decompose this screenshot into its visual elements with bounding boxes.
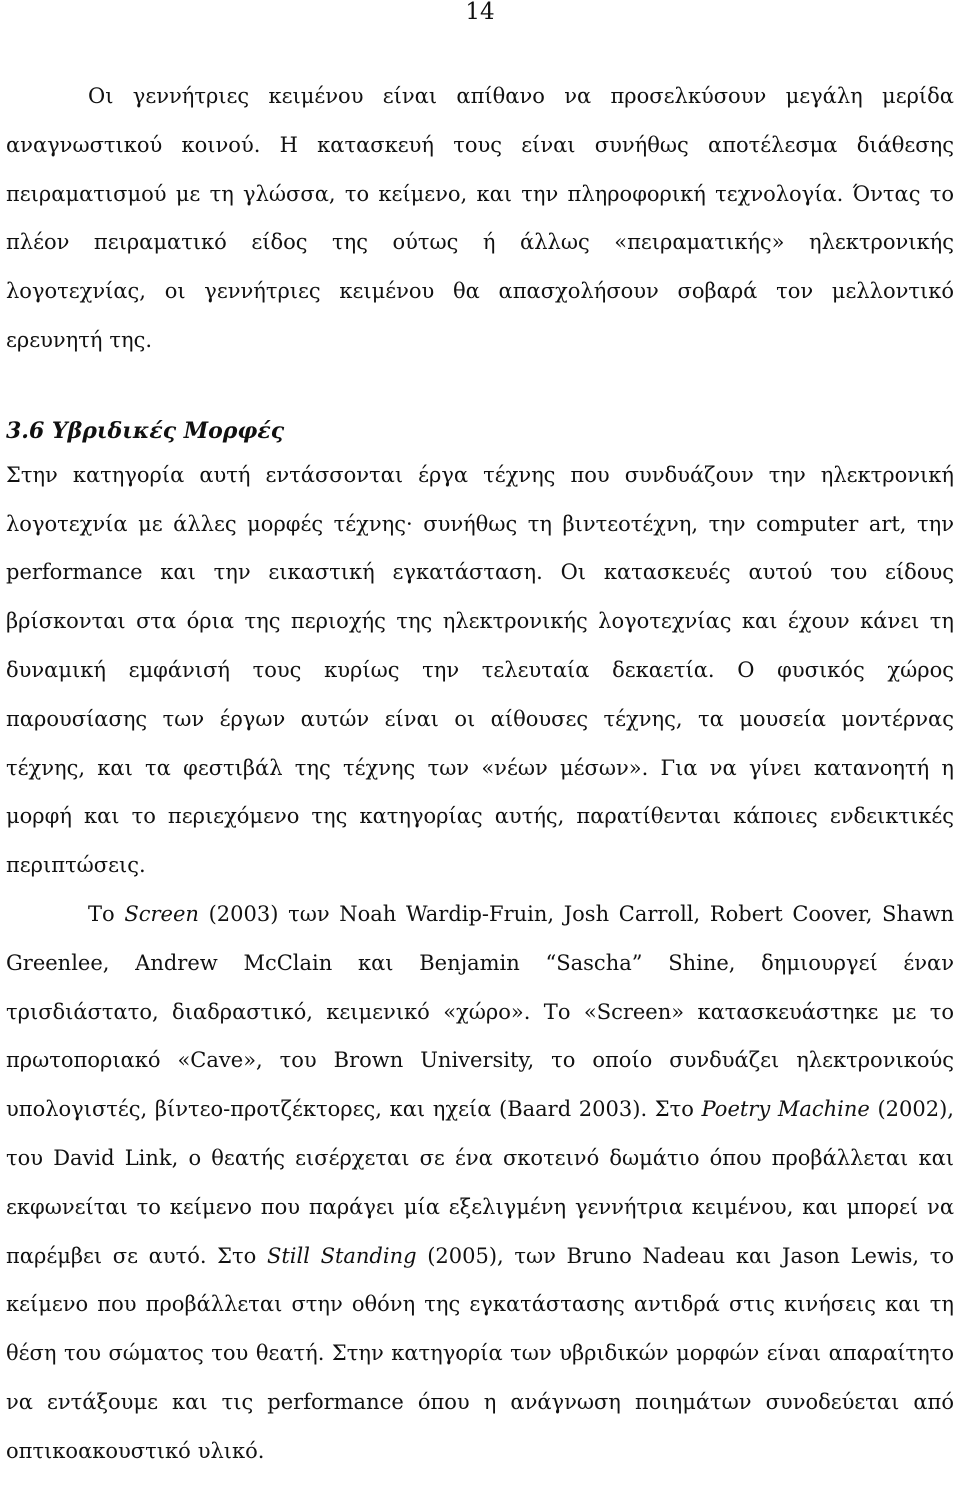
examples-text-2: (2003) των Noah Wardip-Fruin, Josh Carroll, Robert Coover, Shawn Greenlee, Andrew McClain και Benjamin “Sascha” Shine, δημιουργεί έναν τρισδιάστατο, διαδραστικό, κειμενικό «χώρο». Το «Screen» κατασκευάστηκε με το πρωτοποριακό «Cave», του Brown University, το οποίο συνδυάζει ηλεκτρονικούς υπολογιστές, βίντεο-προτζέκτορες, και ηχεία (Baard 2003). Στο — [6, 901, 954, 1122]
paragraph-hybrid-forms-intro: Στην κατηγορία αυτή εντάσσονται έργα τέχνης που συνδυάζουν την ηλεκτρονική λογοτεχνία με άλλες μορφές τέχνης· συνήθως τη βιντεοτέχνη, την computer art, την performance και την εικαστική εγκατάσταση. Οι κατασκευές αυτού του είδους βρίσκονται στα όρια της περιοχής της ηλεκτρονικής λογοτεχνίας και έχουν κάνει τη δυναμική εμφάνισή τους κυρίως την τελευταία δεκαετία. Ο φυσικός χώρος παρουσίασης των έργων αυτών είναι οι αίθουσες τέχνης, τα μουσεία μοντέρνας τέχνης, και τα φεστιβάλ της τέχνης των «νέων μέσων». Για να γίνει κατανοητή η μορφή και το περιεχόμενο της κατηγορίας αυτής, παρατίθενται κάποιες ενδεικτικές περιπτώσεις. — [6, 462, 954, 878]
examples-text-1: Το — [88, 901, 125, 926]
work-title-screen: Screen — [124, 901, 199, 926]
examples-text-4: (2005), των Bruno Nadeau και Jason Lewis, το κείμενο που προβάλλεται στην οθόνη της εγκατάστασης αντιδρά στις κινήσεις και τη θέση του σώματος του θεατή. Στην κατηγορία των υβριδικών μορφών είναι απαραίτητο να εντάξουμε και τις performance όπου η ανάγνωση ποιημάτων συνοδεύεται από οπτικοακουστικό υλικό. — [6, 1243, 955, 1463]
section-heading: 3.6 Υβριδικές Μορφές — [6, 417, 285, 444]
work-title-still-standing: Still Standing — [266, 1243, 417, 1268]
page-number: 14 — [465, 0, 495, 25]
paragraph-text-generators: Οι γεννήτριες κειμένου είναι απίθανο να προσελκύσουν μεγάλη μερίδα αναγνωστικού κοινού. Η κατασκευή τους είναι συνήθως αποτέλεσμα διάθεσης πειραματισμού με τη γλώσσα, το κείμενο, και την πληροφορική τεχνολογία. Όντας το πλέον πειραματικό είδος της ούτως ή άλλως «πειραματικής» ηλεκτρονικής λογοτεχνίας, οι γεννήτριες κειμένου θα απασχολήσουν σοβαρά τον μελλοντικό ερευνητή της. — [6, 84, 954, 352]
examples-text-3: (2002), του David Link, ο θεατής εισέρχεται σε ένα σκοτεινό δωμάτιο όπου προβάλλεται και εκφωνείται το κείμενο που παράγει μία εξελιγμένη γεννήτρια κειμένου, και μπορεί να παρέμβει σε αυτό. Στο — [6, 1097, 954, 1268]
document-body — [6, 72, 954, 1476]
work-title-poetry-machine: Poetry Machine — [701, 1097, 870, 1122]
paragraph-examples — [6, 890, 954, 1476]
